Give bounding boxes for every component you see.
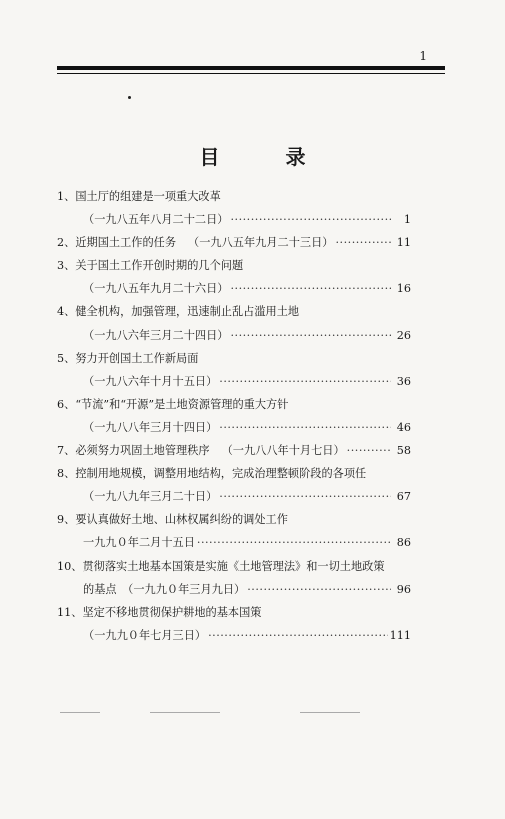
toc-title-char-2: 录 xyxy=(285,145,306,169)
toc-entry-page: 16 xyxy=(396,282,411,296)
toc-entry-date-row[interactable] xyxy=(57,277,411,300)
header-rule-thick xyxy=(57,66,445,70)
print-speck xyxy=(128,96,131,99)
toc-entry-page: 46 xyxy=(396,420,411,434)
toc-entry-title[interactable]: 1、国土厅的组建是一项重大改革 xyxy=(57,190,221,203)
toc-entry-title[interactable]: 5、努力开创国土工作新局面 xyxy=(57,351,199,365)
toc-entry-page: 36 xyxy=(396,374,411,388)
toc-entry-date: （一九八五年八月二十二日） xyxy=(83,213,229,227)
toc-title xyxy=(0,141,505,170)
leader-dots xyxy=(347,439,391,462)
toc-entry-title-text: 健全机构，加强管理，迅速制止乱占滥用土地 xyxy=(75,305,300,319)
toc-entry-date-row[interactable] xyxy=(57,370,411,393)
toc-entry-title-text: “节流”和“开源”是土地资源管理的重大方针 xyxy=(75,397,289,411)
toc-entry-date: （一九八九年三月二十日） xyxy=(83,490,218,504)
toc-entry-page: 26 xyxy=(396,328,411,342)
toc-entry-date-row[interactable] xyxy=(57,324,411,347)
toc-entry-title-text: 控制用地规模，调整用地结构，完成治理整顿阶段的各项任 xyxy=(75,467,367,481)
leader-dots xyxy=(230,277,391,300)
toc-entry-date: （一九八六年十月十五日） xyxy=(83,374,218,388)
toc-list xyxy=(57,185,411,647)
toc-entry-date: （一九八八年十月七日） xyxy=(221,444,345,458)
leader-dots xyxy=(230,324,391,347)
toc-entry-date-row[interactable] xyxy=(57,531,411,554)
header-rule-thin xyxy=(57,73,445,74)
toc-entry-page: 1 xyxy=(403,213,411,227)
toc-entry-title[interactable]: 4、健全机构，加强管理，迅速制止乱占滥用土地 xyxy=(57,305,300,319)
toc-entry-title[interactable]: 7、 必须努力巩固土地管理秩序 （一九八八年十月七日） ····· 58 xyxy=(57,439,411,462)
toc-entry-date: （一九八五年九月二十六日） xyxy=(83,282,229,296)
toc-entry-page: 96 xyxy=(396,582,411,596)
toc-entry-title-text: 近期国土工作的任务 xyxy=(75,236,177,250)
toc-entry-date-row[interactable] xyxy=(57,624,411,647)
page-number: 1 xyxy=(419,49,427,63)
toc-entry-page: 111 xyxy=(389,628,411,642)
toc-entry-date: 的基点 （一九九０年三月九日） xyxy=(83,582,246,596)
toc-entry-title[interactable]: 10、贯彻落实土地基本国策是实施《土地管理法》和一切土地政策 xyxy=(57,559,385,573)
leader-dots xyxy=(219,485,391,508)
scan-mark xyxy=(300,712,360,713)
toc-entry-page: 58 xyxy=(396,444,411,458)
toc-entry-page: 86 xyxy=(396,536,411,550)
leader-dots xyxy=(197,531,391,554)
toc-entry-page: 11 xyxy=(396,236,411,250)
toc-entry-title[interactable]: 2、 近期国土工作的任务 （一九八五年九月二十三日） ····· 11 xyxy=(57,231,411,254)
toc-title-char-1: 目 xyxy=(199,145,220,169)
toc-entry-title-text: 努力开创国土工作新局面 xyxy=(75,351,199,365)
scan-mark xyxy=(60,712,100,713)
leader-dots xyxy=(230,208,391,231)
toc-entry-title[interactable]: 11、坚定不移地贯彻保护耕地的基本国策 xyxy=(57,605,262,619)
leader-dots xyxy=(208,624,388,647)
toc-entry-date: 一九九０年二月十五日 xyxy=(83,536,195,550)
toc-entry-date: （一九九０年七月三日） xyxy=(83,628,207,642)
toc-entry-date: （一九八五年九月二十三日） xyxy=(188,236,334,250)
leader-dots xyxy=(247,578,391,601)
toc-entry-title-text: 必须努力巩固土地管理秩序 xyxy=(75,444,210,458)
toc-entry-date-row[interactable] xyxy=(57,416,411,439)
leader-dots xyxy=(335,231,391,254)
toc-entry-title-text: 要认真做好土地、山林权属纠纷的调处工作 xyxy=(75,513,288,527)
toc-entry-title[interactable]: 3、关于国土工作开创时期的几个问题 xyxy=(57,259,244,273)
toc-entry-title[interactable]: 6、“节流”和“开源”是土地资源管理的重大方针 xyxy=(57,397,289,411)
scan-mark xyxy=(150,712,220,713)
toc-entry-title-text: 贯彻落实土地基本国策是实施《土地管理法》和一切土地政策 xyxy=(82,559,385,573)
leader-dots xyxy=(219,416,391,439)
toc-entry-date-row[interactable] xyxy=(57,485,411,508)
leader-dots xyxy=(219,370,391,393)
toc-entry-title-text: 关于国土工作开创时期的几个问题 xyxy=(75,259,244,273)
toc-entry-title-text: 国土厅的组建是一项重大改革 xyxy=(75,190,221,203)
toc-entry-date-row[interactable] xyxy=(57,578,411,601)
toc-entry-title[interactable]: 9、要认真做好土地、山林权属纠纷的调处工作 xyxy=(57,513,288,527)
toc-entry-date-row[interactable] xyxy=(57,208,411,231)
toc-entry-date: （一九八六年三月二十四日） xyxy=(83,328,229,342)
toc-entry-date: （一九八八年三月十四日） xyxy=(83,420,218,434)
toc-entry-page: 67 xyxy=(396,490,411,504)
toc-entry-title[interactable]: 8、控制用地规模，调整用地结构，完成治理整顿阶段的各项任 xyxy=(57,467,367,481)
toc-entry-title-text: 坚定不移地贯彻保护耕地的基本国策 xyxy=(82,605,262,619)
